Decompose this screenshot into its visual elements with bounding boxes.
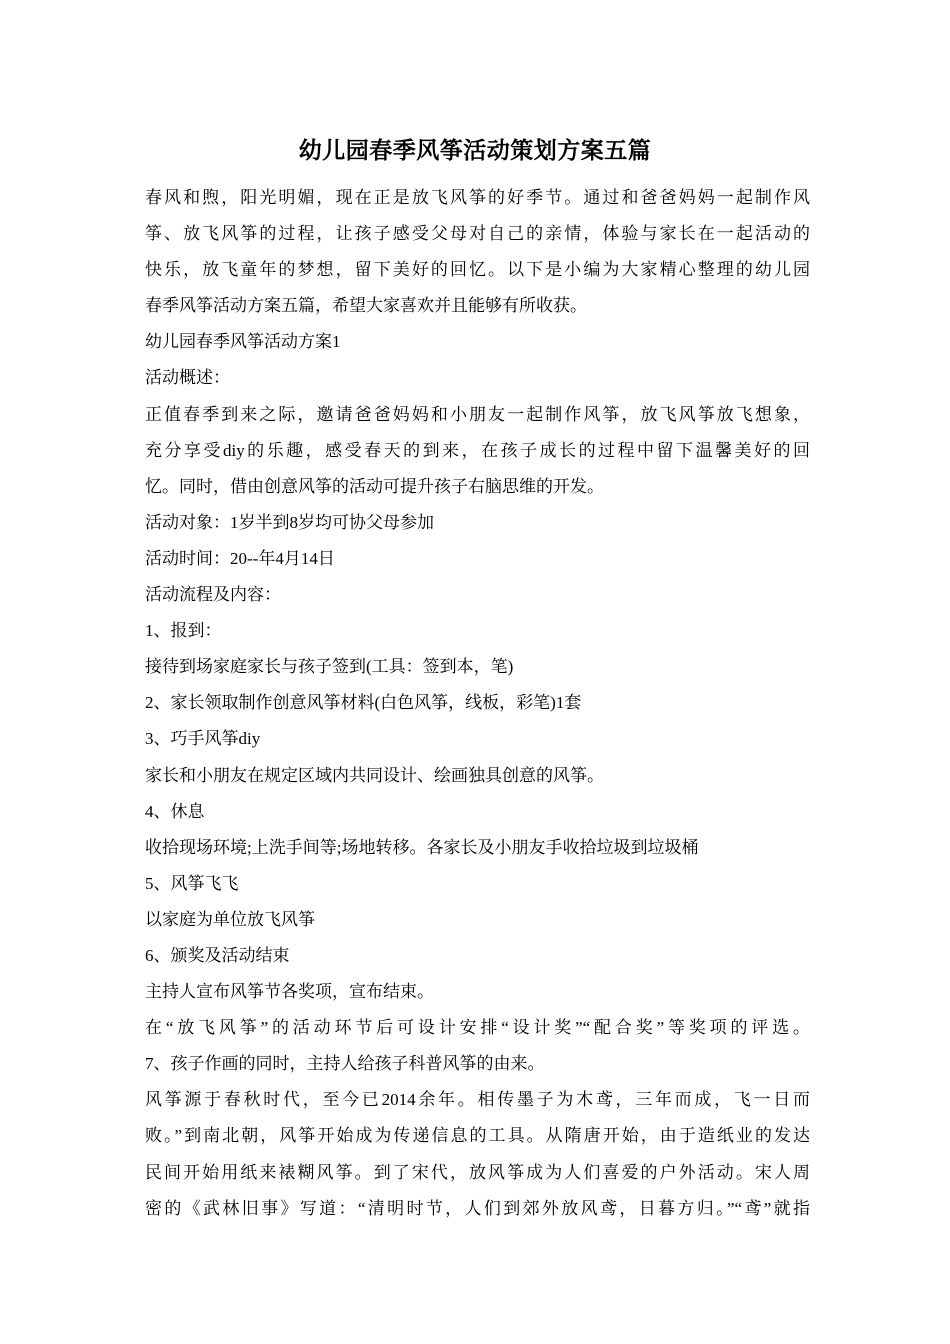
body-line: 风筝源于春秋时代，至今已2014余年。相传墨子为木鸢，三年而成，飞一日而 xyxy=(145,1090,810,1110)
body-line: 春季风筝活动方案五篇，希望大家喜欢并且能够有所收获。 xyxy=(145,296,587,316)
body-line: 筝、放飞风筝的过程，让孩子感受父母对自己的亲情，体验与家长在一起活动的 xyxy=(145,224,810,244)
body-line: 接待到场家庭家长与孩子签到(工具：签到本，笔) xyxy=(145,657,514,677)
body-line: 活动流程及内容： xyxy=(145,585,281,605)
document-title: 幼儿园春季风筝活动策划方案五篇 xyxy=(298,138,652,163)
body-line: 活动时间：20--年4月14日 xyxy=(145,548,335,568)
body-line: 正值春季到来之际，邀请爸爸妈妈和小朋友一起制作风筝，放飞风筝放飞想象， xyxy=(145,404,810,424)
list-item: 2、家长领取制作创意风筝材料(白色风筝，线板，彩笔)1套 xyxy=(145,693,582,713)
list-item: 5、风筝飞飞 xyxy=(145,873,239,893)
section-heading: 幼儿园春季风筝活动方案1 xyxy=(145,332,341,352)
body-line: 忆。同时，借由创意风筝的活动可提升孩子右脑思维的开发。 xyxy=(145,476,604,496)
list-item: 6、颁奖及活动结束 xyxy=(145,945,290,965)
body-line: 以家庭为单位放飞风筝 xyxy=(145,909,315,929)
body-line: 活动概述： xyxy=(145,368,230,388)
body-line: 活动对象：1岁半到8岁均可协父母参加 xyxy=(145,512,434,532)
body-line: 在“放飞风筝”的活动环节后可设计安排“设计奖”“配合奖”等奖项的评选。 xyxy=(145,1018,810,1038)
body-line: 密的《武林旧事》写道：“清明时节，人们到郊外放风鸢，日暮方归。”“鸢”就指 xyxy=(145,1198,810,1218)
list-item: 1、报到： xyxy=(145,621,222,641)
document-body xyxy=(145,180,810,1227)
body-line: 主持人宣布风筝节各奖项，宣布结束。 xyxy=(145,982,434,1002)
body-line: 收拾现场环境;上洗手间等;场地转移。各家长及小朋友手收拾垃圾到垃圾桶 xyxy=(145,837,699,857)
body-line: 家长和小朋友在规定区域内共同设计、绘画独具创意的风筝。 xyxy=(145,765,604,785)
list-item: 4、休息 xyxy=(145,801,205,821)
list-item: 3、巧手风筝diy xyxy=(145,729,261,749)
body-line: 春风和煦，阳光明媚，现在正是放飞风筝的好季节。通过和爸爸妈妈一起制作风 xyxy=(145,188,810,207)
list-item: 7、孩子作画的同时，主持人给孩子科普风筝的由来。 xyxy=(145,1054,545,1074)
body-line: 充分享受diy的乐趣，感受春天的到来，在孩子成长的过程中留下温馨美好的回 xyxy=(145,440,810,460)
body-line: 民间开始用纸来裱糊风筝。到了宋代，放风筝成为人们喜爱的户外活动。宋人周 xyxy=(145,1162,810,1182)
body-line: 快乐，放飞童年的梦想，留下美好的回忆。以下是小编为大家精心整理的幼儿园 xyxy=(145,260,810,280)
body-line: 败。”到南北朝，风筝开始成为传递信息的工具。从隋唐开始，由于造纸业的发达 xyxy=(145,1126,810,1146)
